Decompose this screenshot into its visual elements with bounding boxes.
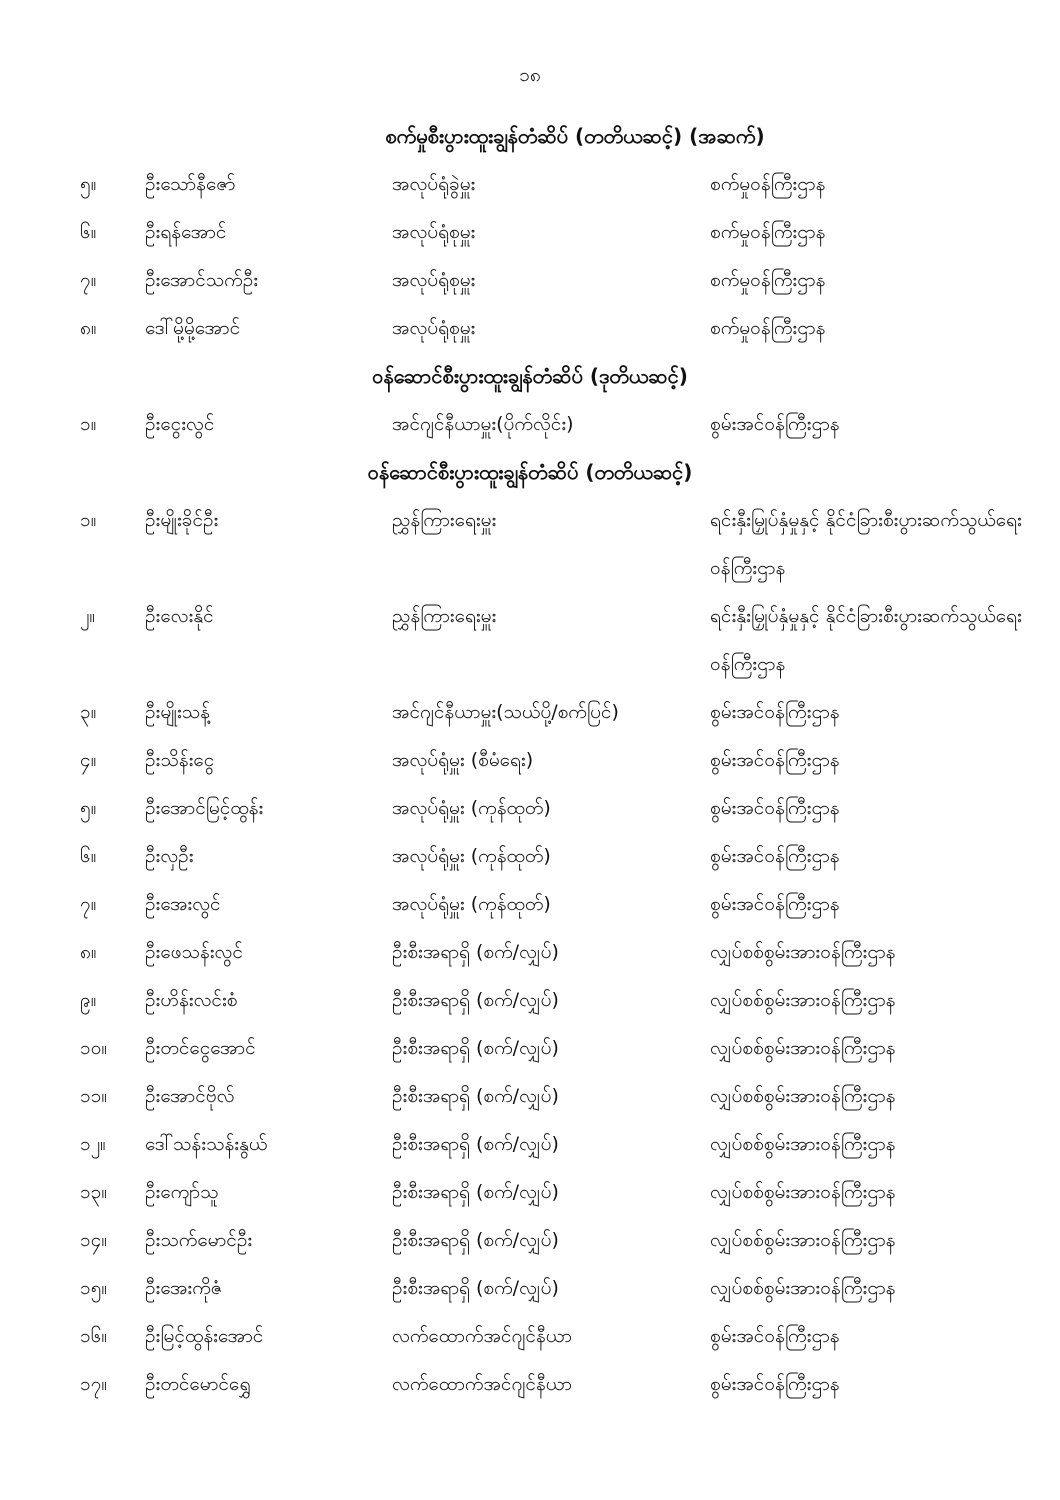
item-number: ၃။ [80,701,97,723]
position-title: ဦးစီးအရာရှိ (စက်/လျှပ်) [392,1229,559,1251]
position-title: လက်ထောက်အင်ဂျင်နီယာ [392,1325,572,1347]
item-number: ၁၇။ [80,1373,108,1395]
ministry-name: စွမ်းအင်ဝန်ကြီးဌာန [710,1373,840,1395]
item-number: ၁၅။ [80,1277,108,1299]
list-item [0,976,1060,1024]
ministry-name: စက်မှုဝန်ကြီးဌာန [710,173,826,195]
person-name: ဒေါ်မို့မို့အောင် [145,317,241,339]
ministry-name: လျှပ်စစ်စွမ်းအားဝန်ကြီးဌာန [710,1133,896,1155]
position-title: ဦးစီးအရာရှိ (စက်/လျှပ်) [392,989,559,1011]
person-name: ဦးကျော်သူ [145,1181,219,1203]
ministry-name: လျှပ်စစ်စွမ်းအားဝန်ကြီးဌာန [710,1229,896,1251]
item-number: ၁၆။ [80,1325,108,1347]
list-item [0,304,1060,352]
list-item [0,928,1060,976]
ministry-name: စွမ်းအင်ဝန်ကြီးဌာန [710,701,840,723]
item-number: ၁၁။ [80,1085,108,1107]
position-title: အင်ဂျင်နီယာမှူး(သယ်ပို့/စက်ပြင်) [392,701,619,723]
person-name: ဦးအောင်ဗိုလ် [145,1085,235,1107]
person-name: ဦးဖေသန်းလွင် [145,941,243,963]
position-title: ဦးစီးအရာရှိ (စက်/လျှပ်) [392,1037,559,1059]
list-item [0,736,1060,784]
person-name: ဦးလေးနိုင် [145,605,214,627]
person-name: ဦးအောင်မြင့်ထွန်း [145,797,264,819]
position-title: အလုပ်ရုံခွဲမှူး [392,173,476,195]
ministry-name: စက်မှုဝန်ကြီးဌာန [710,221,826,243]
ministry-name: လျှပ်စစ်စွမ်းအားဝန်ကြီးဌာန [710,941,896,963]
ministry-name: လျှပ်စစ်စွမ်းအားဝန်ကြီးဌာန [710,989,896,1011]
position-title: အလုပ်ရုံစုမှူး [392,221,476,243]
ministry-name: စွမ်းအင်ဝန်ကြီးဌာန [710,893,840,915]
person-name: ဦးလှဦး [145,845,194,867]
position-title: အင်ဂျင်နီယာမှူး(ပိုက်လိုင်း) [392,413,574,435]
position-title: ဦးစီးအရာရှိ (စက်/လျှပ်) [392,1133,559,1155]
section-heading: စက်မှုစီးပွားထူးချွန်တံဆိပ် (တတိယဆင့်) (အဆက်) [385,124,765,148]
item-number: ၇။ [80,893,97,915]
ministry-name: စွမ်းအင်ဝန်ကြီးဌာန [710,845,840,867]
position-title: ဦးစီးအရာရှိ (စက်/လျှပ်) [392,1277,559,1299]
item-number: ၉။ [80,989,97,1011]
ministry-name: လျှပ်စစ်စွမ်းအားဝန်ကြီးဌာန [710,1037,896,1059]
position-title: လက်ထောက်အင်ဂျင်နီယာ [392,1373,572,1395]
ministry-name: စွမ်းအင်ဝန်ကြီးဌာန [710,749,840,771]
person-name: ဦးတင်ငွေအောင် [145,1037,256,1059]
position-title: ညွှန်ကြားရေးမှူး [392,509,497,531]
list-item [0,688,1060,736]
position-title: ညွှန်ကြားရေးမှူး [392,605,497,627]
list-item [0,256,1060,304]
item-number: ၆။ [80,845,97,867]
list-item [0,1360,1060,1408]
position-title: အလုပ်ရုံမှူး (ကုန်ထုတ်) [392,797,551,819]
person-name: ဦးမျိုးခိုင်ဦး [145,509,219,531]
position-title: ဦးစီးအရာရှိ (စက်/လျှပ်) [392,1181,559,1203]
list-item [0,592,1060,688]
item-number: ၁၂။ [80,1133,106,1155]
person-name: ဦးမြင့်ထွန်းအောင် [145,1325,264,1347]
award-list [0,112,1060,1408]
list-item [0,208,1060,256]
item-number: ၁၀။ [80,1037,108,1059]
ministry-name: စက်မှုဝန်ကြီးဌာန [710,269,826,291]
person-name: ဦးသက်မောင်ဦး [145,1229,253,1251]
list-item [0,1024,1060,1072]
ministry-name: စက်မှုဝန်ကြီးဌာန [710,317,826,339]
ministry-name: စွမ်းအင်ဝန်ကြီးဌာန [710,1325,840,1347]
ministry-name: လျှပ်စစ်စွမ်းအားဝန်ကြီးဌာန [710,1277,896,1299]
list-item [0,400,1060,448]
page-number: ၁၈ [519,64,541,86]
item-number: ၅။ [80,797,97,819]
list-item [0,1312,1060,1360]
list-item [0,880,1060,928]
person-name: ဦးငွေးလွင် [145,413,215,435]
section-heading: ဝန်ဆောင်စီးပွားထူးချွန်တံဆိပ် (တတိယဆင့်) [367,460,693,484]
list-item [0,1072,1060,1120]
item-number: ၈။ [80,317,97,339]
position-title: အလုပ်ရုံမှူး (ကုန်ထုတ်) [392,845,551,867]
person-name: ဦးရန်အောင် [145,221,227,243]
person-name: ဦးဟိန်းလင်းစံ [145,989,238,1011]
position-title: ဦးစီးအရာရှိ (စက်/လျှပ်) [392,1085,559,1107]
item-number: ၁။ [80,509,97,531]
list-item [0,784,1060,832]
person-name: ဦးအောင်သက်ဦး [145,269,259,291]
ministry-name: စွမ်းအင်ဝန်ကြီးဌာန [710,797,840,819]
person-name: ဦးအေးလွင် [145,893,221,915]
list-item [0,832,1060,880]
position-title: အလုပ်ရုံစုမှူး [392,317,476,339]
list-item [0,160,1060,208]
person-name: ဦးသိန်းငွေ [145,749,215,771]
ministry-name: ရင်းနှီးမြှုပ်နှံမှုနှင့် နိုင်ငံခြားစီးပွားဆက်သွယ်ရေးဝန်ကြီးဌာန [710,605,1022,675]
person-name: ဒေါ်သန်းသန်းနွယ် [145,1133,268,1155]
position-title: အလုပ်ရုံမှူး (ကုန်ထုတ်) [392,893,551,915]
item-number: ၁၃။ [80,1181,108,1203]
ministry-name: လျှပ်စစ်စွမ်းအားဝန်ကြီးဌာန [710,1181,896,1203]
ministry-name: လျှပ်စစ်စွမ်းအားဝန်ကြီးဌာန [710,1085,896,1107]
list-item [0,1168,1060,1216]
person-name: ဦးတင်မောင်ရွှေ [145,1373,251,1395]
item-number: ၆။ [80,221,97,243]
item-number: ၂။ [80,605,96,627]
ministry-name: ရင်းနှီးမြှုပ်နှံမှုနှင့် နိုင်ငံခြားစီးပွားဆက်သွယ်ရေးဝန်ကြီးဌာန [710,509,1022,579]
item-number: ၁၄။ [80,1229,108,1251]
section-heading: ဝန်ဆောင်စီးပွားထူးချွန်တံဆိပ် (ဒုတိယဆင့်) [372,364,688,388]
item-number: ၅။ [80,173,97,195]
position-title: အလုပ်ရုံမှူး (စီမံရေး) [392,749,534,771]
item-number: ၄။ [80,749,97,771]
list-item [0,1264,1060,1312]
list-item [0,1120,1060,1168]
position-title: ဦးစီးအရာရှိ (စက်/လျှပ်) [392,941,559,963]
item-number: ၈။ [80,941,97,963]
list-item [0,496,1060,592]
person-name: ဦးသော်နီဇော် [145,173,236,195]
ministry-name: စွမ်းအင်ဝန်ကြီးဌာန [710,413,840,435]
item-number: ၇။ [80,269,97,291]
item-number: ၁။ [80,413,97,435]
list-item [0,1216,1060,1264]
person-name: ဦးမျိုးသန့် [145,701,210,723]
person-name: ဦးအေးကိုဇံ [145,1277,223,1299]
position-title: အလုပ်ရုံစုမှူး [392,269,476,291]
